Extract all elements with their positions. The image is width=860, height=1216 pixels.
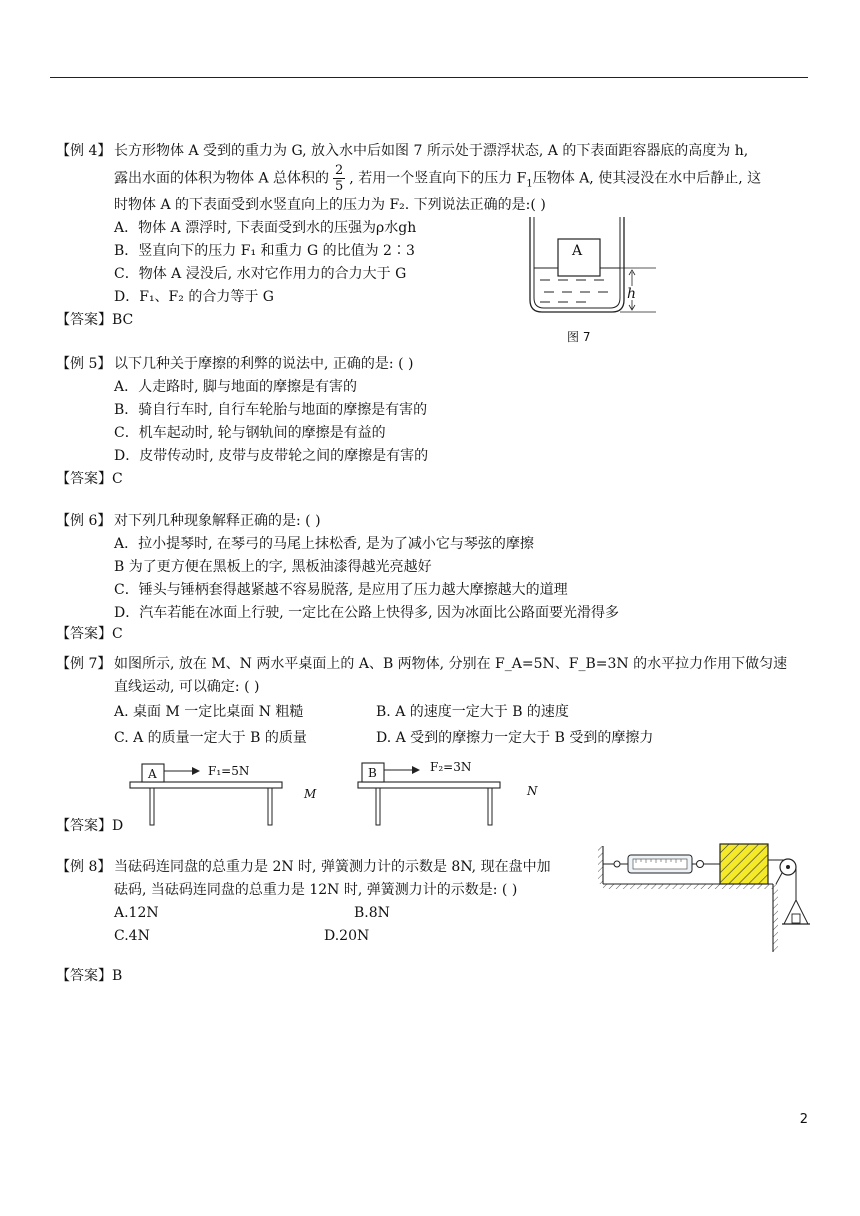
example-7-options-row-2 [114, 725, 814, 751]
example-6-option-c: C．锤头与锤柄套得越紧越不容易脱落, 是应用了压力越大摩擦越大的道理 [114, 582, 568, 598]
table-n-label: N [527, 784, 538, 798]
example-7-line-1: 如图所示, 放在 M、N 两水平桌面上的 A、B 两物体, 分别在 F_A=5N、F_B=3N 的水平拉力作用下做匀速 [114, 656, 788, 672]
example-6-option-b: B 为了更方便在黑板上的字, 黑板油漆得越光亮越好 [114, 559, 432, 575]
example-4-answer: 【答案】BC [56, 312, 134, 328]
example-6-option-d: D．汽车若能在冰面上行驶, 一定比在公路上快得多, 因为冰面比公路面要光滑得多 [114, 605, 620, 621]
table-m-label: M [304, 787, 317, 801]
example-5-answer: 【答案】C [56, 471, 123, 487]
example-7-line-2: 直线运动, 可以确定: ( ) [114, 679, 260, 695]
fraction: $\frac{2}{5}$ [335, 163, 344, 194]
example-5-option-d: D．皮带传动时, 皮带与皮带轮之间的摩擦是有害的 [114, 448, 429, 464]
example-8-option-d: D.20N [324, 928, 370, 944]
example-4-line-1: 长方形物体 A 受到的重力为 G, 放入水中后如图 7 所示处于漂浮状态, A 的下表面距容器底的高度为 h, [114, 143, 749, 159]
example-4-option-a: A．物体 A 漂浮时, 下表面受到水的压强为ρ水gh [114, 220, 417, 236]
example-7-tag: 【例 7】 [56, 656, 112, 672]
block-a-label: A [148, 767, 157, 781]
example-8-option-b: B.8N [354, 905, 390, 921]
example-8-option-a: A.12N [114, 905, 159, 921]
example-5-tag: 【例 5】 [56, 356, 112, 372]
example-8-answer: 【答案】B [56, 968, 123, 984]
example-8-line-2: 砝码, 当砝码连同盘的总重力是 12N 时, 弹簧测力计的示数是: ( ) [114, 882, 518, 898]
example-7-answer: 【答案】D [56, 818, 124, 834]
page-number: 2 [799, 1112, 808, 1127]
example-7-option-a: A. 桌面 M 一定比桌面 N 粗糙 [114, 704, 304, 720]
example-5-question: 以下几种关于摩擦的利弊的说法中, 正确的是: ( ) [114, 356, 414, 372]
example-7-options-row-1 [114, 699, 814, 725]
example-4-line-2: 露出水面的体积为物体 A 总体积的 $\frac{2}{5}$ , 若用一个竖直向下的压力 $F_1$压物体 A, 使其浸没在水中后静止, 这 [114, 163, 762, 194]
example-7-figure [120, 755, 550, 830]
example-6-tag: 【例 6】 [56, 513, 112, 529]
example-6-answer: 【答案】C [56, 626, 123, 642]
example-5-option-c: C．机车起动时, 轮与钢轨间的摩擦是有益的 [114, 425, 386, 441]
figure-7-container [520, 212, 660, 322]
force-f1-label: F₁=5N [208, 764, 250, 778]
example-6-question: 对下列几种现象解释正确的是: ( ) [114, 513, 321, 529]
example-8-figure [596, 838, 816, 956]
example-8-line-1: 当砝码连同盘的总重力是 2N 时, 弹簧测力计的示数是 8N, 现在盘中加 [114, 859, 551, 875]
example-4-option-d: D．F₁、F₂ 的合力等于 G [114, 289, 274, 305]
figure-7-block-label: A [572, 243, 583, 259]
example-5-option-a: A．人走路时, 脚与地面的摩擦是有害的 [114, 379, 358, 395]
header-rule [50, 77, 808, 78]
example-8-option-c: C.4N [114, 928, 150, 944]
example-5-option-b: B．骑自行车时, 自行车轮胎与地面的摩擦是有害的 [114, 402, 428, 418]
example-4-tag: 【例 4】 [56, 143, 112, 159]
example-6-option-a: A．拉小提琴时, 在琴弓的马尾上抹松香, 是为了减小它与琴弦的摩擦 [114, 536, 534, 552]
figure-7-h-label: h [627, 286, 637, 302]
example-7-option-c: C. A 的质量一定大于 B 的质量 [114, 730, 307, 746]
force-f2-label: F₂=3N [430, 760, 472, 774]
example-7-option-d: D. A 受到的摩擦力一定大于 B 受到的摩擦力 [376, 730, 654, 746]
example-4-option-c: C．物体 A 浸没后, 水对它作用力的合力大于 G [114, 266, 407, 282]
figure-7-caption: 图 7 [567, 330, 591, 344]
example-8-tag: 【例 8】 [56, 859, 112, 875]
example-4-line-3: 时物体 A 的下表面受到水竖直向上的压力为 F₂. 下列说法正确的是:( ) [114, 197, 546, 213]
block-b-label: B [368, 766, 377, 780]
example-7-option-b: B. A 的速度一定大于 B 的速度 [376, 704, 569, 720]
example-4-option-b: B．竖直向下的压力 F₁ 和重力 G 的比值为 2∶3 [114, 243, 415, 259]
